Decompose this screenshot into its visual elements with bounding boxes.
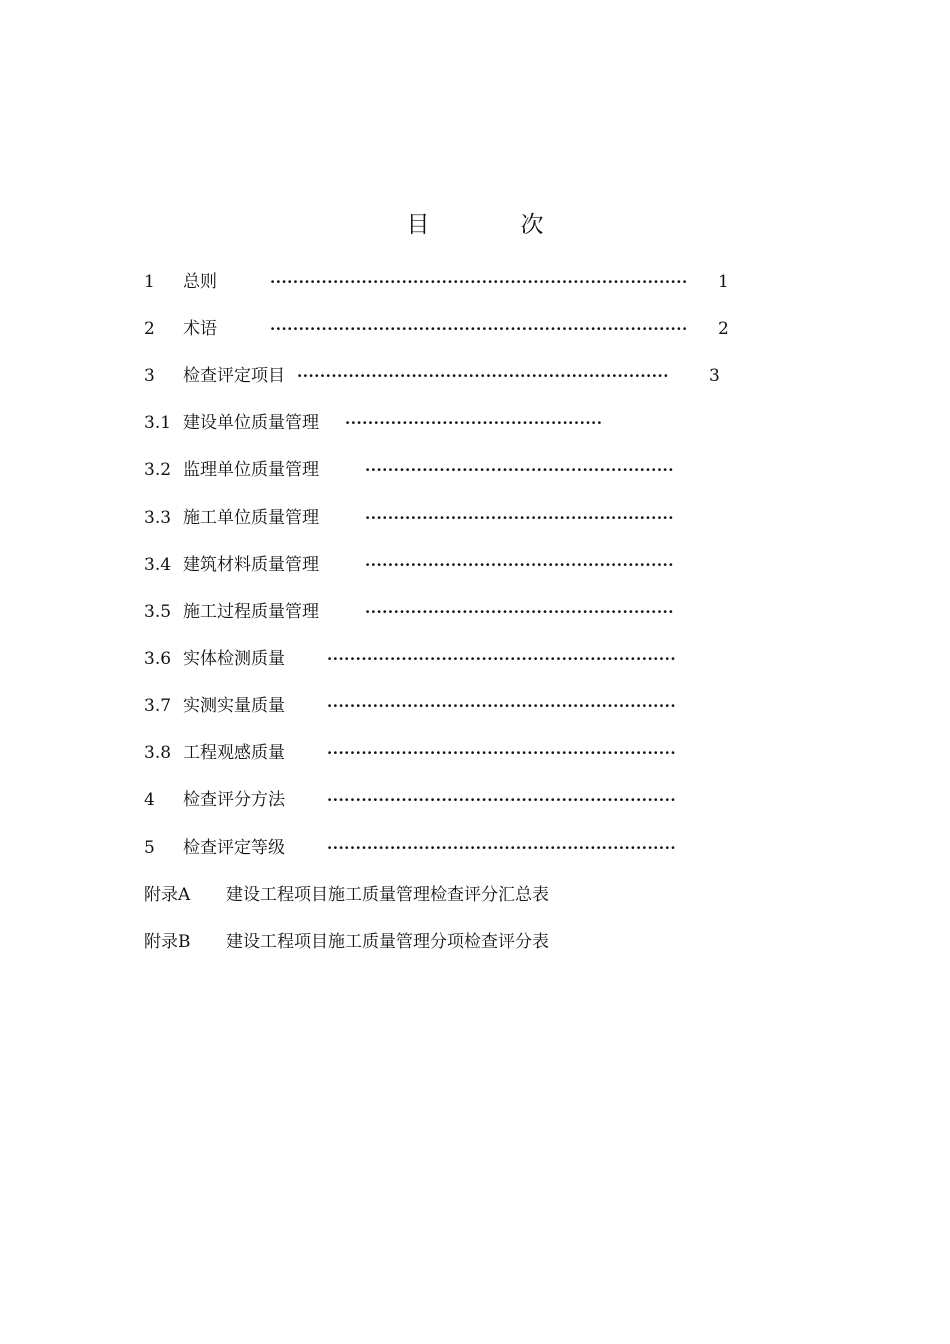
toc-leader: ·········································································: [270, 320, 688, 338]
toc-number: 3.8: [144, 743, 172, 763]
toc-title: 工程观感质量: [183, 743, 285, 763]
toc-page-number: 2: [718, 319, 729, 339]
toc-leader: ·········································································: [270, 273, 688, 291]
toc-leader: ······················································: [365, 509, 674, 527]
toc-number: 3: [144, 366, 155, 386]
toc-number: 2: [144, 319, 155, 339]
toc-entry[interactable]: [0, 833, 950, 863]
toc-leader: ······················································: [365, 461, 674, 479]
toc-title: 建筑材料质量管理: [183, 555, 319, 575]
appendix-entry[interactable]: [0, 927, 950, 957]
toc-number: 3.6: [144, 649, 172, 669]
toc-title: 监理单位质量管理: [183, 460, 319, 480]
toc-title: 术语: [183, 319, 217, 339]
toc-number: 3.5: [144, 602, 172, 622]
appendix-entry[interactable]: [0, 880, 950, 910]
toc-entry[interactable]: [0, 550, 950, 580]
toc-entry[interactable]: [0, 408, 950, 438]
toc-entry[interactable]: [0, 455, 950, 485]
appendix-label: 附录A: [144, 885, 191, 905]
appendix-label: 附录B: [144, 932, 191, 952]
toc-entry[interactable]: [0, 644, 950, 674]
toc-leader: ·································································: [297, 367, 669, 385]
toc-entry[interactable]: [0, 597, 950, 627]
toc-leader: ······················································: [365, 603, 674, 621]
toc-number: 3.2: [144, 460, 172, 480]
toc-leader: ·············································: [345, 414, 603, 432]
toc-number: 3.3: [144, 508, 172, 528]
toc-entry[interactable]: [0, 361, 950, 391]
toc-number: 3.1: [144, 413, 172, 433]
toc-page-number: 3: [709, 366, 720, 386]
appendix-title: 建设工程项目施工质量管理分项检查评分表: [226, 932, 549, 952]
toc-leader: ·····························································: [327, 744, 677, 762]
toc-title: 总则: [183, 272, 217, 292]
toc-number: 3.7: [144, 696, 172, 716]
toc-title: 建设单位质量管理: [183, 413, 319, 433]
toc-page-number: 1: [718, 272, 729, 292]
toc-entry[interactable]: [0, 785, 950, 815]
page-title: 目 次: [406, 212, 578, 238]
toc-entry[interactable]: [0, 267, 950, 297]
toc-title: 实测实量质量: [183, 696, 285, 716]
toc-entry[interactable]: [0, 691, 950, 721]
toc-entry[interactable]: [0, 738, 950, 768]
toc-title: 实体检测质量: [183, 649, 285, 669]
toc-number: 5: [144, 838, 155, 858]
toc-leader: ·····························································: [327, 839, 677, 857]
toc-number: 3.4: [144, 555, 172, 575]
toc-leader: ·····························································: [327, 650, 677, 668]
toc-entry[interactable]: [0, 503, 950, 533]
toc-leader: ·····························································: [327, 697, 677, 715]
toc-number: 4: [144, 790, 155, 810]
toc-title: 检查评定项目: [183, 366, 285, 386]
toc-leader: ······················································: [365, 556, 674, 574]
toc-title: 检查评定等级: [183, 838, 285, 858]
appendix-title: 建设工程项目施工质量管理检查评分汇总表: [226, 885, 549, 905]
toc-title: 施工单位质量管理: [183, 508, 319, 528]
toc-title: 施工过程质量管理: [183, 602, 319, 622]
toc-title: 检查评分方法: [183, 790, 285, 810]
toc-entry[interactable]: [0, 314, 950, 344]
toc-leader: ·····························································: [327, 791, 677, 809]
toc-number: 1: [144, 272, 155, 292]
